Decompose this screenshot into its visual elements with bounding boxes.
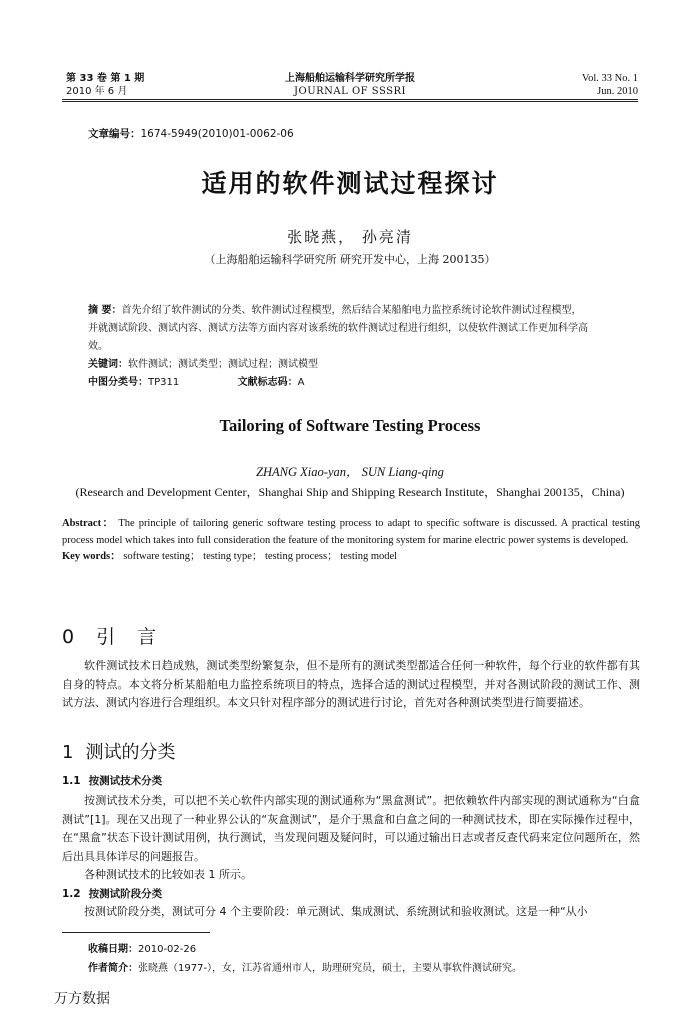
section-1-title: 测试的分类 (85, 742, 176, 763)
header-date-cn: 2010 年 6 月 (66, 86, 128, 97)
keywords-en (62, 549, 640, 566)
subsection-1-1-title: 按测试技术分类 (88, 775, 163, 787)
keywords-cn-text: 软件测试；测试类型；测试过程；测试模型 (128, 359, 318, 370)
clc-value: TP311 (148, 377, 180, 388)
keywords-cn (88, 356, 640, 374)
footnote-author-text: 张晓燕（1977-），女，江苏省通州市人，助理研究员，硕士，主要从事软件测试研究。 (138, 963, 523, 974)
section-0-body (62, 657, 640, 713)
footnote-received-label: 收稿日期： (88, 944, 138, 955)
abstract-en (62, 516, 640, 566)
section-0-heading (62, 622, 164, 649)
abstract-en-label: Abstract： (62, 518, 115, 529)
header-journal-cn: 上海船舶运输科学研究所学报 (285, 73, 415, 84)
abstract-cn-label: 摘 要： (88, 305, 122, 316)
header-volume-en (582, 72, 638, 98)
subsection-1-2-title: 按测试阶段分类 (88, 888, 163, 900)
doccode-value: A (297, 377, 305, 388)
authors-en: ZHANG Xiao-yan， SUN Liang-qing (256, 465, 444, 479)
article-number (88, 126, 294, 141)
watermark-text: 万方数据 (54, 991, 110, 1007)
header-journal-en: JOURNAL OF SSSRI (294, 86, 406, 97)
footnote-received (88, 940, 196, 955)
subsection-1-2-paragraph-1: 按测试阶段分类，测试可分 4 个主要阶段：单元测试、集成测试、系统测试和验收测试。这是一种“从小 (84, 905, 588, 918)
header-volume-issue: 第 33 卷 第 1 期 (66, 73, 145, 84)
classification-line (88, 374, 640, 392)
section-1-number: 1 (62, 742, 74, 763)
section-1-heading (62, 738, 175, 764)
abstract-cn-text-1: 首先介绍了软件测试的分类、软件测试过程模型，然后结合某船舶电力监控系统讨论软件测试过程模型， (121, 305, 582, 316)
subsection-1-2-number: 1.2 (62, 888, 81, 900)
subsection-1-2-heading (62, 886, 162, 901)
authors-cn: 张晓燕， 孙亮清 (287, 228, 413, 246)
abstract-cn (88, 302, 640, 392)
affiliation-en: (Research and Development Center，Shanghai Ship and Shipping Research Institute，Shanghai 200135，China) (75, 485, 625, 499)
subsection-1-1-paragraph-1: 按测试技术分类，可以把不关心软件内部实现的测试通称为“黑盒测试”。把依赖软件内部实现的测试通称为“白盒测试”[1]。现在又出现了一种业界公认的“灰盒测试”，是介于黑盒和白盒之间的一种测试技术，即在实际操作过程中，在“黑盒”状态下设计测试用例，执行测试，当发现问题及疑问时，可以通过输出日志或者反查代码来定位问题所在，然后出具具体详尽的问题报告。 (62, 794, 640, 863)
title-en: Tailoring of Software Testing Process (219, 416, 481, 435)
affiliation-cn: （上海船舶运输科学研究所 研究开发中心，上海 200135） (204, 253, 496, 266)
keywords-en-text: software testing； testing type； testing process； testing model (123, 551, 398, 562)
article-number-value: 1674-5949(2010)01-0062-06 (140, 128, 294, 140)
subsection-1-1-body (62, 792, 640, 885)
section-0-paragraph: 软件测试技术日趋成熟，测试类型纷繁复杂，但不是所有的测试类型都适合任何一种软件，每个行业的软件都有其自身的特点。本文将分析某船舶电力监控系统项目的特点，选择合适的测试过程模型，并对各测试阶段的测试工作、测试方法、测试内容进行合理组织。本文只针对程序部分的测试进行讨论，首先对各种测试类型进行简要描述。 (62, 659, 640, 709)
footnote-received-date: 2010-02-26 (138, 944, 197, 955)
abstract-en-text: The principle of tailoring generic software testing process to adapt to specific software is discussed. A practical testing process model which takes into full consideration the feature of the monitoring system for marine electric power systems is developed. (62, 518, 641, 546)
subsection-1-1-number: 1.1 (62, 775, 81, 787)
doccode-label: 文献标志码： (237, 377, 298, 388)
subsection-1-1-heading (62, 773, 162, 788)
subsection-1-2-body (62, 903, 640, 922)
footnote-author (88, 959, 522, 974)
header-vol-no: Vol. 33 No. 1 (581, 73, 638, 84)
section-0-title: 引 言 (96, 626, 165, 648)
abstract-en-body (62, 516, 640, 549)
section-0-number: 0 (62, 626, 83, 648)
subsection-1-1-paragraph-2: 各种测试技术的比较如表 1 所示。 (84, 868, 252, 881)
header-rule-bottom (62, 101, 638, 102)
abstract-cn-line-1 (88, 302, 640, 320)
clc-label: 中图分类号： (88, 377, 148, 388)
header-rule-top (62, 99, 638, 100)
keywords-cn-label: 关键词： (88, 359, 128, 370)
abstract-cn-line-2: 并就测试阶段、测试内容、测试方法等方面内容对该系统的软件测试过程进行组织，以使软件测试工作更加科学高 (88, 323, 588, 334)
page-title: 适用的软件测试过程探讨 (201, 169, 499, 198)
footnote-rule (62, 932, 210, 933)
keywords-en-label: Key words： (62, 551, 121, 562)
abstract-cn-line-3: 效。 (88, 341, 108, 352)
header-date-en: Jun. 2010 (597, 86, 638, 97)
article-number-label: 文章编号： (88, 128, 141, 140)
footnote-author-label: 作者简介： (88, 963, 138, 974)
